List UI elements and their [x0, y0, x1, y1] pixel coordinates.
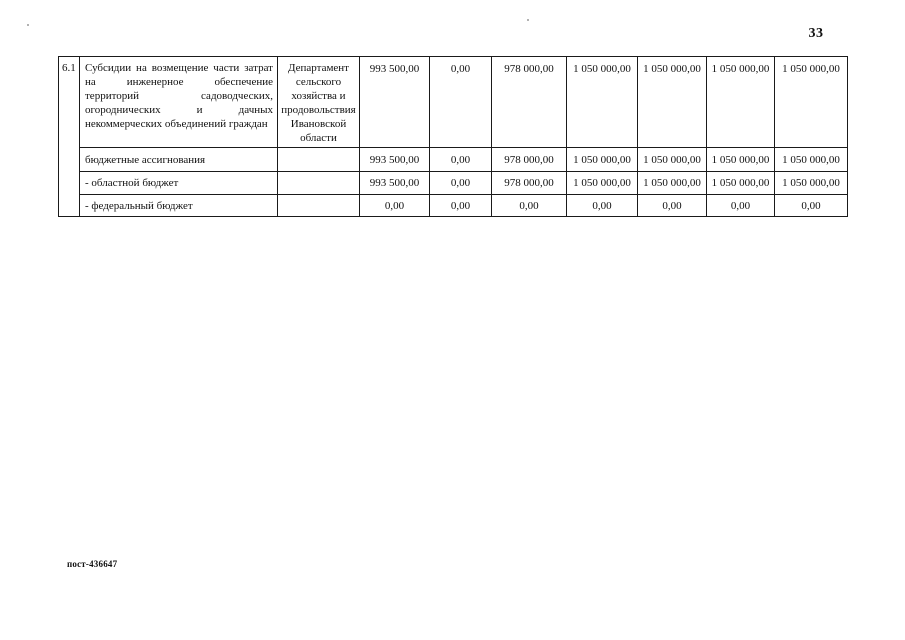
value-cell: 993 500,00 [360, 57, 430, 148]
document-footer-code: пост-436647 [67, 559, 118, 569]
measure-name-cell: - федеральный бюджет [80, 195, 278, 217]
value-cell: 1 050 000,00 [707, 148, 775, 172]
value-cell: 978 000,00 [492, 172, 567, 195]
page-number: 33 [808, 26, 824, 41]
value-cell: 1 050 000,00 [775, 57, 848, 148]
value-cell: 978 000,00 [492, 148, 567, 172]
table-row [59, 195, 848, 217]
measure-name-cell: Субсидии на возмещение части затрат на инженерное обеспечение территорий садоводческих, огороднических и дачных некоммерческих объединений граждан [80, 57, 278, 148]
value-cell: 993 500,00 [360, 172, 430, 195]
value-cell: 1 050 000,00 [707, 172, 775, 195]
value-cell: 1 050 000,00 [567, 148, 638, 172]
executor-cell: Департамент сельского хозяйства и продовольствия Ивановской области [278, 57, 360, 148]
value-cell: 1 050 000,00 [567, 172, 638, 195]
measure-name-cell: бюджетные ассигнования [80, 148, 278, 172]
value-cell: 1 050 000,00 [638, 172, 707, 195]
value-cell: 0,00 [707, 195, 775, 217]
scan-artifact [27, 24, 29, 26]
value-cell: 0,00 [638, 195, 707, 217]
value-cell: 0,00 [492, 195, 567, 217]
table-row [59, 148, 848, 172]
budget-table [58, 56, 848, 217]
value-cell: 0,00 [567, 195, 638, 217]
executor-cell-empty [278, 172, 360, 195]
value-cell: 993 500,00 [360, 148, 430, 172]
value-cell: 978 000,00 [492, 57, 567, 148]
value-cell: 1 050 000,00 [775, 172, 848, 195]
value-cell: 0,00 [430, 57, 492, 148]
row-number-cell: 6.1 [59, 57, 80, 217]
value-cell: 0,00 [430, 195, 492, 217]
value-cell: 1 050 000,00 [567, 57, 638, 148]
value-cell: 1 050 000,00 [638, 57, 707, 148]
value-cell: 1 050 000,00 [707, 57, 775, 148]
value-cell: 1 050 000,00 [775, 148, 848, 172]
value-cell: 1 050 000,00 [638, 148, 707, 172]
executor-cell-empty [278, 148, 360, 172]
value-cell: 0,00 [430, 148, 492, 172]
value-cell: 0,00 [775, 195, 848, 217]
value-cell: 0,00 [360, 195, 430, 217]
scan-artifact [527, 19, 529, 21]
value-cell: 0,00 [430, 172, 492, 195]
table-row [59, 57, 848, 148]
executor-cell-empty [278, 195, 360, 217]
table-row [59, 172, 848, 195]
measure-name-cell: - областной бюджет [80, 172, 278, 195]
